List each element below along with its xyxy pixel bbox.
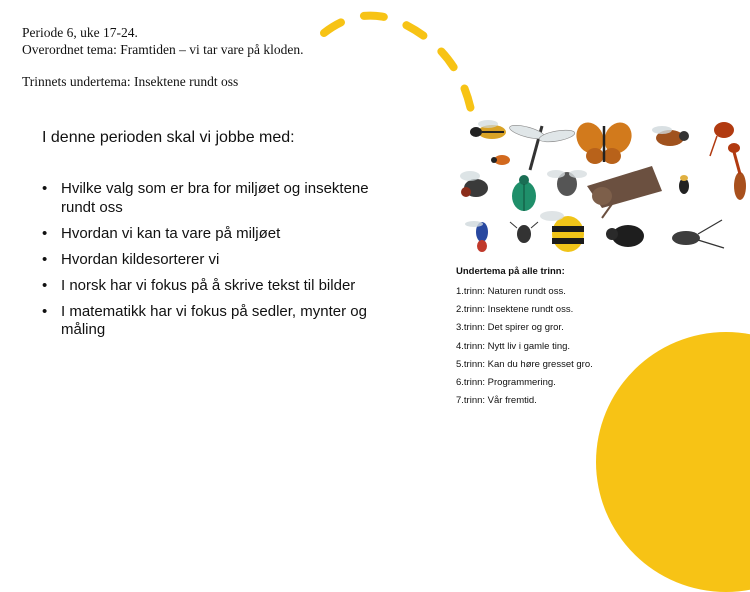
list-item: • Hvilke valg som er bra for miljøet og insektene rundt oss bbox=[42, 180, 369, 216]
bullet-icon: • bbox=[42, 250, 48, 268]
butterfly-icon bbox=[571, 118, 636, 164]
list-item: • Hvordan vi kan ta vare på miljøet bbox=[42, 224, 281, 242]
leafhopper-icon bbox=[587, 166, 662, 218]
housefly-icon bbox=[547, 170, 587, 196]
bullet-icon: • bbox=[42, 180, 48, 197]
bee-icon bbox=[652, 126, 689, 146]
dragonfly-icon bbox=[508, 123, 575, 170]
blue-wasp-icon bbox=[465, 221, 488, 252]
goals-list bbox=[42, 180, 382, 347]
bullet-icon: • bbox=[42, 224, 48, 242]
grade-subtheme-line: Trinnets undertema: Insektene rundt oss bbox=[22, 74, 239, 89]
intro-text: I denne perioden skal vi jobbe med: bbox=[42, 129, 295, 146]
red-bug-icon bbox=[491, 155, 510, 165]
bullet-icon: • bbox=[42, 276, 48, 294]
list-item: 6.trinn: Programmering. bbox=[456, 376, 556, 388]
list-item: • Hvordan kildesorterer vi bbox=[42, 250, 220, 268]
subthemes-title: Undertema på alle trinn: bbox=[456, 266, 565, 277]
fly-icon bbox=[460, 171, 488, 197]
list-item: • I norsk har vi fokus på å skrive tekst til bilder bbox=[42, 276, 356, 294]
period-line: Periode 6, uke 17-24. bbox=[22, 25, 138, 40]
subthemes-panel bbox=[456, 266, 593, 410]
green-beetle-icon bbox=[512, 175, 536, 211]
list-item: • I matematikk har vi fokus på sedler, mynter og måling bbox=[42, 302, 367, 338]
small-wasp-icon bbox=[679, 175, 689, 194]
bullet-icon: • bbox=[42, 302, 48, 320]
list-item: 3.trinn: Det spirer og gror. bbox=[456, 322, 564, 334]
bumblebee-icon bbox=[540, 211, 584, 252]
list-item: 4.trinn: Nytt liv i gamle ting. bbox=[456, 340, 571, 352]
main-theme-line: Overordnet tema: Framtiden – vi tar vare på kloden. bbox=[22, 42, 304, 57]
list-item: 1.trinn: Naturen rundt oss. bbox=[456, 286, 566, 297]
list-item: 2.trinn: Insektene rundt oss. bbox=[456, 304, 574, 316]
list-item: 5.trinn: Kan du høre gresset gro. bbox=[456, 358, 593, 370]
black-bug-icon bbox=[510, 222, 538, 243]
wasp-icon bbox=[470, 120, 506, 139]
insect-collage-image bbox=[452, 116, 750, 262]
page-header bbox=[22, 24, 304, 90]
dung-beetle-icon bbox=[606, 225, 644, 247]
list-item: 7.trinn: Vår fremtid. bbox=[456, 395, 537, 407]
ant-icon bbox=[710, 122, 746, 200]
longhorn-beetle-icon bbox=[672, 220, 724, 248]
